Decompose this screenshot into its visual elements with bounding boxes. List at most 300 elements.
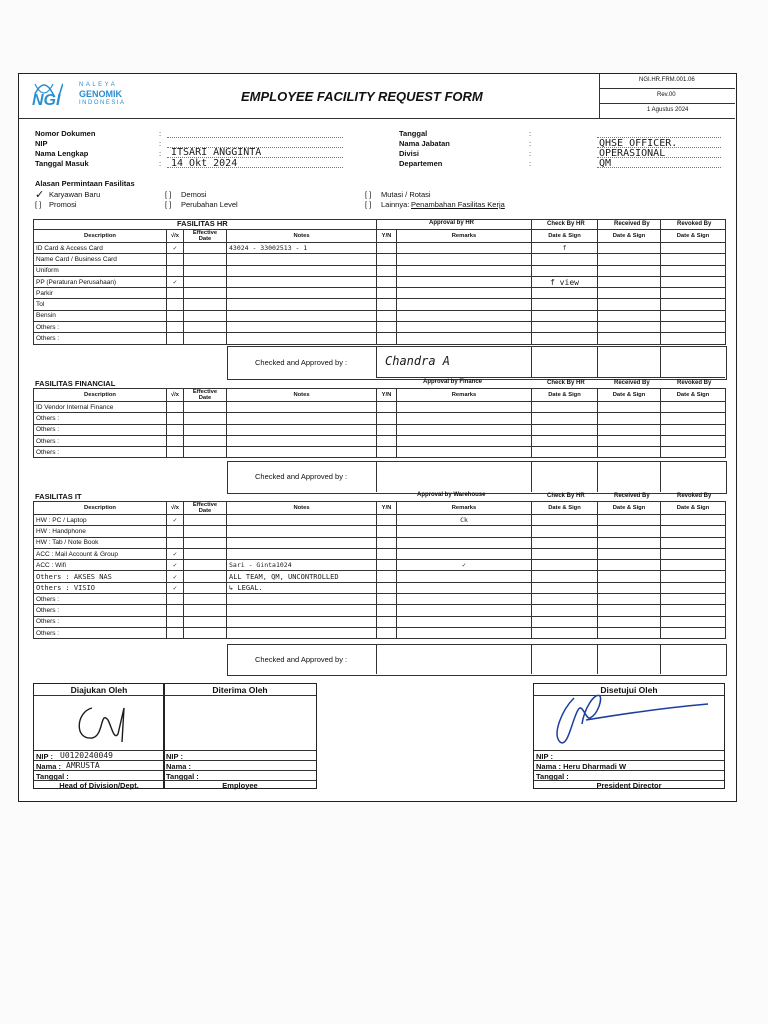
- it-row-received[interactable]: [598, 605, 661, 616]
- fin-row-vx[interactable]: [167, 413, 184, 424]
- hr-row-notes[interactable]: [227, 299, 377, 310]
- reason-demosi: Demosi: [181, 190, 207, 199]
- hr-row-yn[interactable]: [377, 322, 397, 333]
- fin-row-received[interactable]: [598, 413, 661, 424]
- financial-section-title: FASILITAS FINANCIAL: [35, 379, 116, 388]
- fin-row-revoked[interactable]: [661, 447, 726, 458]
- hr-row-check[interactable]: [532, 322, 598, 333]
- hr-approval-label: Approval by HR: [429, 220, 475, 226]
- it-row-vx[interactable]: ✓: [167, 548, 184, 559]
- it-row-effective[interactable]: [184, 548, 227, 559]
- it-header-notes: Notes: [227, 502, 377, 515]
- fin-row-effective[interactable]: [184, 402, 227, 413]
- it-row-remarks[interactable]: [397, 537, 532, 548]
- it-row-desc: Others :: [34, 594, 167, 605]
- hr-row-desc: Uniform: [34, 265, 167, 276]
- hr-row-revoked[interactable]: [661, 276, 726, 287]
- fin-row-received[interactable]: [598, 447, 661, 458]
- it-row-received[interactable]: [598, 582, 661, 593]
- hr-row-effective[interactable]: [184, 310, 227, 321]
- hr-row-received[interactable]: [598, 322, 661, 333]
- it-section-title: FASILITAS IT: [35, 492, 82, 501]
- financial-checked-label: Checked and Approved by :: [255, 472, 348, 481]
- approved-signature: [542, 690, 712, 748]
- it-row-revoked[interactable]: [661, 582, 726, 593]
- hr-header-description: Description: [34, 230, 167, 243]
- it-row-remarks[interactable]: [397, 605, 532, 616]
- hr-row-received[interactable]: [598, 276, 661, 287]
- financial-table: [33, 388, 726, 458]
- it-row-effective[interactable]: [184, 582, 227, 593]
- it-header-effective: Effective Date: [184, 502, 227, 515]
- fin-row-remarks[interactable]: [397, 447, 532, 458]
- fin-row-notes[interactable]: [227, 413, 377, 424]
- fin-row-notes[interactable]: [227, 424, 377, 435]
- it-row-notes[interactable]: [227, 515, 377, 526]
- hr-row-received[interactable]: [598, 333, 661, 344]
- hr-row-check[interactable]: [532, 254, 598, 265]
- hr-row-check[interactable]: [532, 265, 598, 276]
- hr-row-remarks[interactable]: [397, 322, 532, 333]
- it-row-received[interactable]: [598, 515, 661, 526]
- fin-row-desc: Others :: [34, 435, 167, 446]
- it-row-yn[interactable]: [377, 594, 397, 605]
- it-row-yn[interactable]: [377, 582, 397, 593]
- hr-row-desc: Others :: [34, 322, 167, 333]
- reasons-title: Alasan Permintaan Fasilitas: [35, 179, 135, 188]
- it-header-yn: Y/N: [377, 502, 397, 515]
- fin-row-vx[interactable]: [167, 402, 184, 413]
- hr-row-remarks[interactable]: [397, 254, 532, 265]
- approved-by-title: Disetujui Oleh: [600, 685, 658, 695]
- reason-promosi: Promosi: [49, 200, 77, 209]
- reason-lainnya: Lainnya:: [381, 200, 410, 209]
- it-row-desc: Others : VISIO: [34, 582, 167, 593]
- it-header-received-date-sign: Date & Sign: [598, 502, 661, 515]
- fin-row-desc: Others :: [34, 413, 167, 424]
- fin-header-remarks: Remarks: [397, 389, 532, 402]
- it-row-vx[interactable]: ✓: [167, 515, 184, 526]
- proposed-date-label: Tanggal :: [36, 772, 69, 781]
- hr-row-remarks[interactable]: [397, 276, 532, 287]
- it-row-yn[interactable]: [377, 605, 397, 616]
- it-row-check[interactable]: [532, 582, 598, 593]
- it-row-vx[interactable]: [167, 627, 184, 638]
- it-row-remarks[interactable]: [397, 616, 532, 627]
- fin-row-effective[interactable]: [184, 413, 227, 424]
- hr-row-effective[interactable]: [184, 265, 227, 276]
- fin-row-yn[interactable]: [377, 402, 397, 413]
- it-row-vx[interactable]: ✓: [167, 560, 184, 571]
- proposed-by-title: Diajukan Oleh: [70, 685, 128, 695]
- it-row-yn[interactable]: [377, 537, 397, 548]
- it-row-remarks[interactable]: [397, 548, 532, 559]
- it-row-yn[interactable]: [377, 526, 397, 537]
- it-row-check[interactable]: [532, 560, 598, 571]
- hr-row-received[interactable]: [598, 310, 661, 321]
- hr-row-check[interactable]: [532, 310, 598, 321]
- fin-row-check[interactable]: [532, 402, 598, 413]
- hr-row-check[interactable]: [532, 333, 598, 344]
- it-row-vx[interactable]: ✓: [167, 582, 184, 593]
- it-row-yn[interactable]: [377, 560, 397, 571]
- hr-row-remarks[interactable]: [397, 288, 532, 299]
- it-row-yn[interactable]: [377, 515, 397, 526]
- it-row-revoked[interactable]: [661, 560, 726, 571]
- fin-row-effective[interactable]: [184, 447, 227, 458]
- fin-row-revoked[interactable]: [661, 424, 726, 435]
- it-row-notes[interactable]: [227, 537, 377, 548]
- it-row-notes[interactable]: [227, 594, 377, 605]
- it-row-effective[interactable]: [184, 515, 227, 526]
- hr-row-yn[interactable]: [377, 310, 397, 321]
- it-row-notes[interactable]: [227, 548, 377, 559]
- received-name-label: Nama :: [166, 762, 192, 771]
- it-row-received[interactable]: [598, 616, 661, 627]
- fin-row-received[interactable]: [598, 435, 661, 446]
- fin-row-yn[interactable]: [377, 447, 397, 458]
- hr-row-effective[interactable]: [184, 276, 227, 287]
- value-nama-jabatan[interactable]: QHSE OFFICER.: [599, 138, 678, 149]
- approved-by-box: [533, 683, 725, 789]
- approved-role: President Director: [596, 781, 662, 790]
- logo-mark: NGI: [32, 92, 61, 109]
- hr-row-yn[interactable]: [377, 243, 397, 254]
- reason-karyawan-baru: Karyawan Baru: [49, 190, 101, 199]
- financial-header-check-by-hr: Check By HR: [547, 380, 585, 386]
- hr-row-effective[interactable]: [184, 322, 227, 333]
- it-row-effective[interactable]: [184, 571, 227, 582]
- it-row-received[interactable]: [598, 548, 661, 559]
- hr-row-vx[interactable]: [167, 310, 184, 321]
- it-row-revoked[interactable]: [661, 548, 726, 559]
- fin-row-vx[interactable]: [167, 435, 184, 446]
- reason-lainnya-mark[interactable]: [ ]: [365, 200, 372, 209]
- hr-row-effective[interactable]: [184, 288, 227, 299]
- it-row-desc: ACC : Mail Account & Group: [34, 548, 167, 559]
- it-row-remarks[interactable]: [397, 594, 532, 605]
- label-nomor-dokumen: Nomor Dokumen: [35, 129, 96, 138]
- reason-perubahan-level-mark[interactable]: [ ]: [165, 200, 172, 209]
- hr-row-revoked[interactable]: [661, 333, 726, 344]
- hr-row-check[interactable]: f view: [532, 276, 598, 287]
- it-header-remarks: Remarks: [397, 502, 532, 515]
- hr-row-effective[interactable]: [184, 333, 227, 344]
- it-header-check-date-sign: Date & Sign: [532, 502, 598, 515]
- hr-row-notes[interactable]: 43024 - 33002513 - 1: [227, 243, 377, 254]
- hr-row-notes[interactable]: [227, 310, 377, 321]
- it-header-check-by-hr: Check By HR: [547, 493, 585, 499]
- fin-header-received-date-sign: Date & Sign: [598, 389, 661, 402]
- it-row-received[interactable]: [598, 571, 661, 582]
- it-row-effective[interactable]: [184, 560, 227, 571]
- company-logo: [31, 80, 141, 110]
- hr-header-received-by: Received By: [614, 221, 650, 227]
- it-row-desc: Others :: [34, 605, 167, 616]
- hr-row-received[interactable]: [598, 243, 661, 254]
- it-row-revoked[interactable]: [661, 594, 726, 605]
- it-row-notes[interactable]: [227, 605, 377, 616]
- it-row-received[interactable]: [598, 594, 661, 605]
- logo-line-3: INDONESIA: [79, 100, 126, 106]
- it-row-remarks[interactable]: [397, 526, 532, 537]
- hr-row-vx[interactable]: [167, 333, 184, 344]
- it-row-yn[interactable]: [377, 571, 397, 582]
- it-row-revoked[interactable]: [661, 616, 726, 627]
- proposed-by-box: [33, 683, 165, 789]
- hr-row-received[interactable]: [598, 265, 661, 276]
- approved-nip-label: NIP :: [536, 752, 553, 761]
- it-header-revoked-by: Revoked By: [677, 493, 712, 499]
- hr-row-vx[interactable]: [167, 288, 184, 299]
- fin-row-remarks[interactable]: [397, 402, 532, 413]
- it-approval-label: Approval by Warehouse: [417, 492, 486, 498]
- doc-code: NGI.HR.FRM.001.06: [639, 77, 695, 83]
- label-tanggal: Tanggal: [399, 129, 428, 138]
- proposed-role: Head of Division/Dept.: [59, 781, 139, 790]
- it-row-yn[interactable]: [377, 627, 397, 638]
- it-row-revoked[interactable]: [661, 526, 726, 537]
- hr-row-revoked[interactable]: [661, 322, 726, 333]
- hr-row-vx[interactable]: [167, 322, 184, 333]
- it-row-vx[interactable]: ✓: [167, 571, 184, 582]
- hr-row-vx[interactable]: [167, 254, 184, 265]
- it-row-remarks[interactable]: [397, 571, 532, 582]
- proposed-name-value[interactable]: AMRUSTA: [66, 761, 100, 770]
- it-row-notes[interactable]: Sari - Ginta1024: [227, 560, 377, 571]
- fin-row-effective[interactable]: [184, 424, 227, 435]
- form-title: EMPLOYEE FACILITY REQUEST FORM: [241, 89, 483, 104]
- hr-row-check[interactable]: [532, 288, 598, 299]
- financial-header-received-by: Received By: [614, 380, 650, 386]
- fin-row-desc: Others :: [34, 424, 167, 435]
- fin-row-vx[interactable]: [167, 424, 184, 435]
- it-row-notes[interactable]: [227, 526, 377, 537]
- it-row-effective[interactable]: [184, 594, 227, 605]
- it-row-effective[interactable]: [184, 526, 227, 537]
- hr-table: [33, 229, 726, 345]
- fin-row-notes[interactable]: [227, 435, 377, 446]
- hr-row-effective[interactable]: [184, 299, 227, 310]
- proposed-nip-value[interactable]: U0120240049: [60, 751, 113, 760]
- it-row-check[interactable]: [532, 627, 598, 638]
- hr-row-desc: Others :: [34, 333, 167, 344]
- approved-name-label: Nama : Heru Dharmadi W: [536, 762, 627, 771]
- it-row-effective[interactable]: [184, 627, 227, 638]
- reason-mutasi: Mutasi / Rotasi: [381, 190, 431, 199]
- hr-row-desc: Name Card / Business Card: [34, 254, 167, 265]
- it-row-yn[interactable]: [377, 548, 397, 559]
- fin-header-revoked-date-sign: Date & Sign: [661, 389, 726, 402]
- it-row-remarks[interactable]: [397, 582, 532, 593]
- fin-row-remarks[interactable]: [397, 435, 532, 446]
- it-row-check[interactable]: [532, 537, 598, 548]
- hr-header-check-by-hr: Check By HR: [547, 221, 585, 227]
- logo-line-2: GENOMIK: [79, 89, 123, 99]
- hr-row-revoked[interactable]: [661, 288, 726, 299]
- hr-row-revoked[interactable]: [661, 254, 726, 265]
- fin-row-received[interactable]: [598, 424, 661, 435]
- hr-header-effective: Effective Date: [184, 230, 227, 243]
- proposed-signature: [68, 700, 138, 746]
- it-row-effective[interactable]: [184, 616, 227, 627]
- hr-row-revoked[interactable]: [661, 243, 726, 254]
- it-row-effective[interactable]: [184, 537, 227, 548]
- fin-row-revoked[interactable]: [661, 402, 726, 413]
- hr-header-remarks: Remarks: [397, 230, 532, 243]
- hr-row-remarks[interactable]: [397, 310, 532, 321]
- hr-row-desc: Bensin: [34, 310, 167, 321]
- it-row-revoked[interactable]: [661, 605, 726, 616]
- fin-row-check[interactable]: [532, 424, 598, 435]
- fin-row-notes[interactable]: [227, 447, 377, 458]
- financial-approval-label: Approval by Finance: [423, 379, 483, 385]
- financial-header-revoked-by: Revoked By: [677, 380, 712, 386]
- value-departemen[interactable]: QM: [599, 158, 612, 169]
- reason-demosi-mark[interactable]: [ ]: [165, 190, 172, 199]
- it-row-desc: HW : Tab / Note Book: [34, 537, 167, 548]
- it-row-notes[interactable]: ↳ LEGAL.: [227, 582, 377, 593]
- hr-row-received[interactable]: [598, 299, 661, 310]
- hr-row-yn[interactable]: [377, 265, 397, 276]
- hr-row-yn[interactable]: [377, 299, 397, 310]
- fin-row-yn[interactable]: [377, 424, 397, 435]
- it-row-check[interactable]: [532, 616, 598, 627]
- reason-mutasi-mark[interactable]: [ ]: [365, 190, 372, 199]
- hr-checked-signature[interactable]: Chandra A: [385, 354, 451, 368]
- it-row-revoked[interactable]: [661, 627, 726, 638]
- fin-row-yn[interactable]: [377, 435, 397, 446]
- hr-row-vx[interactable]: ✓: [167, 276, 184, 287]
- reason-promosi-mark[interactable]: [ ]: [35, 200, 42, 209]
- hr-row-remarks[interactable]: [397, 333, 532, 344]
- hr-header-revoked-by: Revoked By: [677, 221, 712, 227]
- hr-row-desc: ID Card & Access Card: [34, 243, 167, 254]
- hr-row-notes[interactable]: [227, 288, 377, 299]
- label-tanggal-masuk: Tanggal Masuk: [35, 159, 89, 168]
- it-row-notes[interactable]: ALL TEAM, QM, UNCONTROLLED: [227, 571, 377, 582]
- hr-row-notes[interactable]: [227, 254, 377, 265]
- it-row-received[interactable]: [598, 627, 661, 638]
- it-row-effective[interactable]: [184, 605, 227, 616]
- it-row-vx[interactable]: [167, 537, 184, 548]
- hr-section-title: FASILITAS HR: [177, 219, 228, 228]
- it-row-vx[interactable]: [167, 605, 184, 616]
- hr-row-remarks[interactable]: [397, 243, 532, 254]
- it-row-remarks[interactable]: [397, 627, 532, 638]
- it-row-received[interactable]: [598, 526, 661, 537]
- it-row-revoked[interactable]: [661, 515, 726, 526]
- fin-row-check[interactable]: [532, 447, 598, 458]
- hr-row-yn[interactable]: [377, 276, 397, 287]
- it-row-remarks[interactable]: Ck: [397, 515, 532, 526]
- fin-row-effective[interactable]: [184, 435, 227, 446]
- hr-row-remarks[interactable]: [397, 265, 532, 276]
- hr-header-notes: Notes: [227, 230, 377, 243]
- hr-row-notes[interactable]: [227, 276, 377, 287]
- it-row-check[interactable]: [532, 605, 598, 616]
- it-row-notes[interactable]: [227, 627, 377, 638]
- logo-line-1: NALEYA: [79, 82, 118, 88]
- fin-row-revoked[interactable]: [661, 435, 726, 446]
- value-tanggal-masuk[interactable]: 14 Okt 2024: [171, 158, 238, 169]
- label-nip: NIP: [35, 139, 48, 148]
- hr-row-received[interactable]: [598, 254, 661, 265]
- it-row-received[interactable]: [598, 537, 661, 548]
- hr-row-notes[interactable]: [227, 322, 377, 333]
- it-row-desc: HW : PC / Laptop: [34, 515, 167, 526]
- hr-row-notes[interactable]: [227, 333, 377, 344]
- fin-row-remarks[interactable]: [397, 413, 532, 424]
- it-row-check[interactable]: [532, 571, 598, 582]
- hr-header-vx: √/x: [167, 230, 184, 243]
- fin-row-desc: Others :: [34, 447, 167, 458]
- hr-row-remarks[interactable]: [397, 299, 532, 310]
- hr-row-vx[interactable]: [167, 299, 184, 310]
- hr-row-revoked[interactable]: [661, 299, 726, 310]
- it-row-check[interactable]: [532, 526, 598, 537]
- hr-row-revoked[interactable]: [661, 265, 726, 276]
- label-departemen: Departemen: [399, 159, 443, 168]
- hr-row-received[interactable]: [598, 288, 661, 299]
- it-row-check[interactable]: [532, 515, 598, 526]
- fin-row-vx[interactable]: [167, 447, 184, 458]
- fin-row-check[interactable]: [532, 413, 598, 424]
- received-role: Employee: [222, 781, 258, 790]
- fin-row-yn[interactable]: [377, 413, 397, 424]
- hr-header-yn: Y/N: [377, 230, 397, 243]
- hr-row-vx[interactable]: [167, 265, 184, 276]
- reason-karyawan-baru-mark[interactable]: ✓: [35, 189, 45, 201]
- it-row-vx[interactable]: [167, 526, 184, 537]
- fin-row-remarks[interactable]: [397, 424, 532, 435]
- hr-row-yn[interactable]: [377, 333, 397, 344]
- value-nama-lengkap[interactable]: ITSARI ANGGINTA: [171, 147, 262, 158]
- doc-date: 1 Agustus 2024: [647, 107, 689, 113]
- hr-row-notes[interactable]: [227, 265, 377, 276]
- hr-row-check[interactable]: [532, 299, 598, 310]
- hr-row-yn[interactable]: [377, 288, 397, 299]
- it-row-yn[interactable]: [377, 616, 397, 627]
- it-row-check[interactable]: [532, 594, 598, 605]
- value-divisi[interactable]: OPERASIONAL: [599, 148, 666, 159]
- fin-row-revoked[interactable]: [661, 413, 726, 424]
- it-row-vx[interactable]: [167, 616, 184, 627]
- hr-row-revoked[interactable]: [661, 310, 726, 321]
- hr-row-check[interactable]: f: [532, 243, 598, 254]
- it-row-check[interactable]: [532, 548, 598, 559]
- hr-row-desc: Tol: [34, 299, 167, 310]
- it-row-received[interactable]: [598, 560, 661, 571]
- doc-rev: Rev.00: [657, 92, 676, 98]
- it-header-description: Description: [34, 502, 167, 515]
- hr-row-effective[interactable]: [184, 254, 227, 265]
- hr-row-yn[interactable]: [377, 254, 397, 265]
- it-row-vx[interactable]: [167, 594, 184, 605]
- reason-lainnya-text[interactable]: Penambahan Fasilitas Kerja: [411, 200, 505, 209]
- proposed-name-label: Nama :: [36, 762, 62, 771]
- it-row-revoked[interactable]: [661, 571, 726, 582]
- it-row-notes[interactable]: [227, 616, 377, 627]
- fin-row-notes[interactable]: [227, 402, 377, 413]
- it-row-remarks[interactable]: ✓: [397, 560, 532, 571]
- fin-row-check[interactable]: [532, 435, 598, 446]
- hr-row-desc: Parkir: [34, 288, 167, 299]
- fin-row-received[interactable]: [598, 402, 661, 413]
- hr-row-vx[interactable]: ✓: [167, 243, 184, 254]
- hr-row-effective[interactable]: [184, 243, 227, 254]
- it-row-revoked[interactable]: [661, 537, 726, 548]
